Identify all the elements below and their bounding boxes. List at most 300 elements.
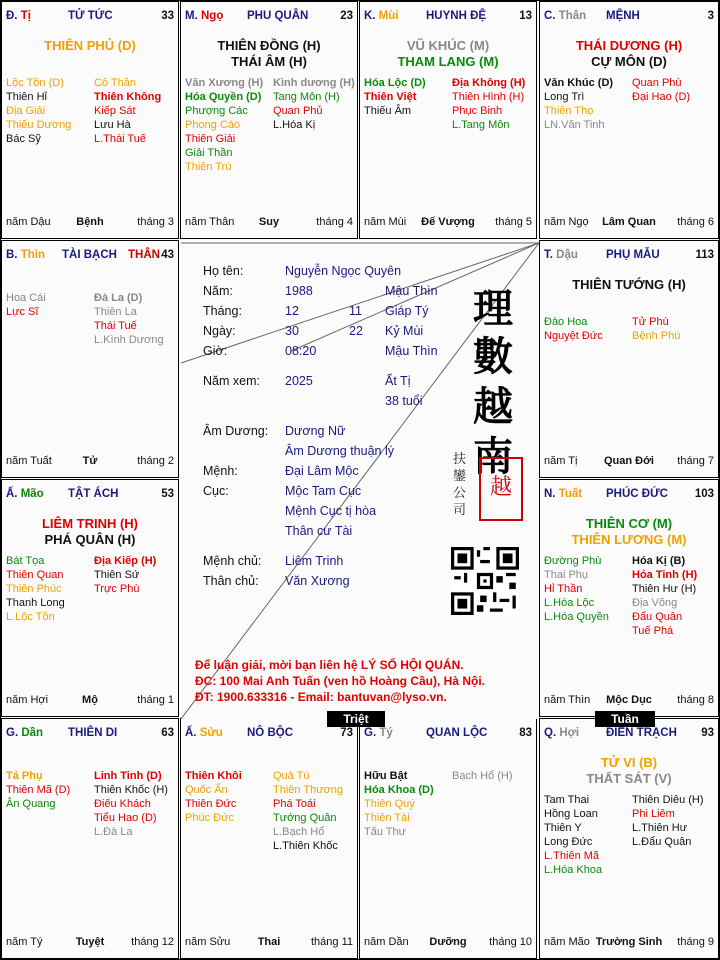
palace-month: tháng 3 bbox=[137, 216, 174, 228]
palace-name: TẬT ÁCH bbox=[68, 488, 119, 500]
minor-star: Hoa Cái bbox=[6, 292, 46, 304]
minor-star: Quốc Ấn bbox=[185, 784, 228, 796]
palace-header bbox=[6, 249, 174, 265]
nam-value: 1988 bbox=[285, 284, 313, 298]
main-star: CỰ MÔN (D) bbox=[591, 54, 667, 69]
palace-month: tháng 11 bbox=[310, 936, 353, 948]
palace-branch bbox=[6, 488, 44, 500]
ho-ten-value: Nguyễn Ngọc Quyên bbox=[285, 264, 402, 278]
minor-star: Văn Xương (H) bbox=[185, 77, 264, 89]
palace-year: năm Hợi bbox=[6, 694, 49, 706]
left-star-column bbox=[6, 291, 92, 319]
minor-star: Thiếu Âm bbox=[364, 105, 412, 117]
life-stage: Mộ bbox=[82, 694, 98, 706]
palace-year: năm Ngọ bbox=[544, 216, 589, 228]
palace-header bbox=[544, 10, 714, 26]
branch-name: Thìn bbox=[20, 249, 45, 261]
minor-star: L.Tang Môn bbox=[452, 119, 510, 131]
ngay-can-chi: Kỷ Mùi bbox=[385, 324, 424, 338]
calligraphy-char-2: 數 bbox=[473, 333, 513, 380]
branch-name: Hợi bbox=[559, 727, 580, 739]
minor-star: Nguyệt Đức bbox=[544, 330, 603, 342]
palace-header bbox=[544, 488, 714, 504]
calligraphy-char-3: 越 bbox=[473, 383, 513, 430]
tuoi-value: 38 tuổi bbox=[385, 394, 423, 408]
life-stage: Suy bbox=[258, 216, 280, 228]
life-stage: Quan Đới bbox=[604, 455, 654, 467]
palace-header bbox=[6, 10, 174, 26]
minor-star: Kiếp Sát bbox=[94, 105, 136, 117]
left-star-column bbox=[544, 315, 630, 343]
palace-branch bbox=[6, 249, 45, 261]
minor-star: Đà La (D) bbox=[94, 292, 143, 304]
minor-star: L.Hóa Quyền bbox=[544, 611, 609, 623]
minor-star: Tấu Thư bbox=[364, 826, 407, 838]
thang-value: 12 bbox=[285, 304, 299, 318]
minor-star: Địa Giải bbox=[6, 105, 46, 117]
contact-line-2: ĐC: 100 Mai Anh Tuấn (ven hồ Hoàng Cầu), Hà Nội. bbox=[195, 674, 486, 688]
info-block bbox=[203, 261, 463, 591]
palace-header bbox=[544, 249, 714, 265]
minor-star: Thiên Sứ bbox=[94, 569, 140, 581]
main-star: THIÊN ĐỒNG (H) bbox=[217, 38, 321, 53]
minor-star: Thiên La bbox=[94, 306, 137, 318]
right-star-column bbox=[94, 554, 179, 596]
am-duong-value: Dương Nữ bbox=[285, 424, 346, 438]
palace-header bbox=[6, 727, 174, 743]
main-star: THÁI ÂM (H) bbox=[231, 54, 307, 69]
gio-label: Giờ: bbox=[203, 344, 228, 358]
branch-stem: Ấ. bbox=[185, 727, 200, 739]
minor-star: Thiên Tài bbox=[364, 812, 410, 824]
branch-stem: Q. bbox=[544, 727, 560, 739]
palace-name: TÀI BẠCH bbox=[62, 249, 117, 261]
palace-branch bbox=[364, 10, 399, 22]
palace-number: 43 bbox=[161, 249, 174, 261]
minor-star: Ân Quang bbox=[6, 798, 56, 810]
palace-month: tháng 7 bbox=[677, 455, 714, 467]
cuc-note-2: Thân cư Tài bbox=[285, 524, 353, 538]
branch-name: Mùi bbox=[378, 10, 399, 22]
branch-name: Tị bbox=[20, 10, 31, 22]
branch-name: Dần bbox=[21, 727, 44, 739]
right-star-column bbox=[452, 76, 537, 132]
palace-year: năm Dần bbox=[364, 936, 409, 948]
menh-chu-value: Liêm Trinh bbox=[285, 554, 344, 568]
palace-footer bbox=[544, 455, 714, 469]
branch-stem: B. bbox=[6, 249, 21, 261]
palace-mao bbox=[1, 479, 179, 717]
palace-suu bbox=[180, 718, 358, 959]
nam-can-chi: Mậu Thìn bbox=[385, 284, 438, 298]
cuc-label: Cục: bbox=[203, 484, 229, 498]
minor-star: LN.Văn Tinh bbox=[544, 119, 605, 131]
palace-footer bbox=[6, 216, 174, 230]
main-stars bbox=[2, 516, 178, 548]
palace-thin bbox=[1, 240, 179, 478]
contact-line-3[interactable]: ĐT: 1900.633316 - Email: bantuvan@lyso.vn. bbox=[195, 690, 447, 704]
life-stage: Trường Sinh bbox=[595, 936, 663, 948]
right-star-column bbox=[632, 315, 718, 343]
main-star: THẤT SÁT (V) bbox=[586, 771, 672, 786]
main-stars bbox=[540, 277, 718, 293]
right-star-column bbox=[273, 769, 358, 853]
palace-header bbox=[364, 727, 532, 743]
palace-month: tháng 2 bbox=[137, 455, 174, 467]
thang-label: Tháng: bbox=[203, 304, 242, 318]
minor-star: L.Thiên Khốc bbox=[273, 840, 338, 852]
minor-star: Lực Sĩ bbox=[6, 306, 39, 318]
palace-dan bbox=[1, 718, 179, 959]
contact-line-1: Để luận giải, mời bạn liên hệ LÝ SỐ HỘI QUÁN. bbox=[195, 658, 464, 672]
palace-name: TỬ TỨC bbox=[68, 10, 113, 22]
branch-name: Sửu bbox=[199, 727, 223, 739]
minor-star: Cô Thần bbox=[94, 77, 136, 89]
life-stage: Đế Vượng bbox=[421, 216, 475, 228]
minor-star: Long Trì bbox=[544, 91, 585, 103]
minor-star: Đại Hao (D) bbox=[632, 91, 691, 103]
menh-label: Mệnh: bbox=[203, 464, 238, 478]
palace-branch bbox=[185, 727, 223, 739]
main-star: TỬ VI (B) bbox=[600, 755, 658, 770]
palace-number: 113 bbox=[695, 249, 714, 261]
branch-stem: N. bbox=[544, 488, 559, 500]
minor-star: Tang Môn (H) bbox=[273, 91, 340, 103]
minor-star: Thiên Khôi bbox=[185, 770, 242, 782]
main-star: THIÊN CƠ (M) bbox=[585, 516, 673, 531]
calligraphy-char-4: 南 bbox=[473, 433, 513, 480]
minor-star: Phúc Đức bbox=[185, 812, 234, 824]
palace-name: QUAN LỘC bbox=[426, 727, 488, 739]
minor-star: Hóa Khoa (D) bbox=[364, 784, 434, 796]
palace-year: năm Tị bbox=[544, 455, 578, 467]
palace-footer bbox=[544, 936, 714, 950]
stamp-char-3: 公 bbox=[453, 486, 467, 501]
minor-star: L.Lộc Tồn bbox=[6, 611, 55, 623]
triet-tag: Triệt bbox=[327, 711, 385, 727]
minor-star: Thai Phụ bbox=[544, 569, 589, 581]
branch-name: Thân bbox=[558, 10, 587, 22]
minor-star: Tuế Phá bbox=[632, 625, 674, 637]
minor-star: Thiên Việt bbox=[364, 91, 417, 103]
ngay-value: 30 bbox=[285, 324, 299, 338]
main-stars bbox=[2, 38, 178, 54]
palace-year: năm Mùi bbox=[364, 216, 407, 228]
minor-star: Thiếu Dương bbox=[6, 119, 72, 131]
minor-star: Hữu Bật bbox=[364, 770, 408, 782]
minor-star: Đẩu Quân bbox=[632, 611, 683, 623]
than-chu-label: Thân chủ: bbox=[203, 574, 259, 588]
palace-year: năm Dậu bbox=[6, 216, 51, 228]
minor-star: Giải Thần bbox=[185, 147, 233, 159]
palace-month: tháng 4 bbox=[316, 216, 353, 228]
minor-star: Hỏa Tinh (H) bbox=[632, 569, 698, 581]
palace-header bbox=[364, 10, 532, 26]
palace-header bbox=[185, 727, 353, 743]
life-stage: Lâm Quan bbox=[602, 216, 656, 228]
main-stars bbox=[360, 38, 536, 70]
palace-header bbox=[544, 727, 714, 743]
stamp-char-2: 鑾 bbox=[453, 469, 467, 484]
minor-star: Điếu Khách bbox=[94, 798, 151, 810]
palace-branch bbox=[6, 727, 43, 739]
nam-xem-label: Năm xem: bbox=[203, 374, 260, 388]
palace-month: tháng 5 bbox=[495, 216, 532, 228]
palace-name: THIÊN DI bbox=[68, 727, 118, 739]
palace-number: 103 bbox=[694, 488, 714, 500]
minor-star: Thiên Diêu (H) bbox=[632, 794, 704, 806]
minor-star: Văn Khúc (D) bbox=[544, 77, 614, 89]
contact-block bbox=[195, 657, 485, 705]
branch-stem: G. bbox=[6, 727, 22, 739]
minor-star: Thiên Hư (H) bbox=[632, 583, 697, 595]
main-stars bbox=[540, 38, 718, 70]
palace-month: tháng 9 bbox=[677, 936, 714, 948]
left-star-column bbox=[6, 554, 92, 624]
right-star-column bbox=[94, 76, 179, 146]
palace-ngo bbox=[180, 1, 358, 239]
branch-stem: C. bbox=[544, 10, 559, 22]
palace-name: MỆNH bbox=[606, 10, 640, 22]
palace-branch bbox=[544, 488, 582, 500]
main-star: THIÊN LƯƠNG (M) bbox=[571, 532, 687, 547]
branch-stem: T. bbox=[544, 249, 557, 261]
stamp-char-4: 司 bbox=[453, 503, 467, 518]
minor-star: Lưu Hà bbox=[94, 119, 131, 131]
palace-month: tháng 1 bbox=[137, 694, 174, 706]
palace-month: tháng 6 bbox=[677, 216, 714, 228]
cuc-note-1: Mệnh Cục tị hòa bbox=[285, 504, 377, 518]
thang-can-chi: Giáp Tý bbox=[385, 304, 429, 318]
minor-star: Bác Sỹ bbox=[6, 133, 41, 145]
palace-number: 83 bbox=[519, 727, 532, 739]
minor-star: Thiên Thọ bbox=[544, 105, 594, 117]
palace-number: 13 bbox=[519, 10, 532, 22]
nam-label: Năm: bbox=[203, 284, 233, 298]
stamp-char-1: 扶 bbox=[453, 452, 467, 467]
palace-month: tháng 10 bbox=[489, 936, 532, 948]
palace-branch bbox=[544, 249, 578, 261]
minor-star: Địa Võng bbox=[632, 597, 678, 609]
minor-star: Tướng Quân bbox=[273, 812, 337, 824]
minor-star: Linh Tinh (D) bbox=[94, 770, 162, 782]
minor-star: Địa Kiếp (H) bbox=[94, 555, 157, 567]
branch-name: Dậu bbox=[556, 249, 578, 261]
life-stage: Mộc Dục bbox=[606, 694, 652, 706]
tuan-tag: Tuần bbox=[595, 711, 655, 727]
left-star-column bbox=[185, 76, 271, 174]
palace-mui bbox=[359, 1, 537, 239]
palace-tuat bbox=[539, 479, 719, 717]
left-star-column bbox=[544, 76, 630, 132]
than-chu-value: Văn Xương bbox=[285, 574, 350, 588]
left-star-column bbox=[544, 554, 630, 624]
qr-code-icon[interactable] bbox=[451, 547, 519, 615]
right-star-column bbox=[632, 554, 718, 638]
main-star: LIÊM TRINH (H) bbox=[41, 516, 139, 531]
palace-month: tháng 12 bbox=[131, 936, 174, 948]
branch-name: Mão bbox=[20, 488, 44, 500]
left-star-column bbox=[6, 769, 92, 811]
palace-year: năm Thân bbox=[185, 216, 235, 228]
palace-year: năm Mão bbox=[544, 936, 590, 948]
minor-star: L.Thiên Mã bbox=[544, 850, 600, 862]
nam-xem-value: 2025 bbox=[285, 374, 313, 388]
palace-branch bbox=[6, 10, 31, 22]
main-stars bbox=[540, 516, 718, 548]
palace-year: năm Tý bbox=[6, 936, 43, 948]
palace-number: 93 bbox=[701, 727, 714, 739]
branch-name: Tý bbox=[379, 727, 393, 739]
menh-value: Đại Lâm Mộc bbox=[285, 464, 359, 478]
palace-footer bbox=[6, 936, 174, 950]
minor-star: Thiên Hình (H) bbox=[452, 91, 525, 103]
left-star-column bbox=[544, 793, 630, 877]
red-seal: 越 bbox=[479, 457, 523, 521]
minor-star: Tả Phụ bbox=[6, 770, 43, 782]
palace-header bbox=[6, 488, 174, 504]
right-star-column bbox=[94, 291, 179, 347]
minor-star: Địa Không (H) bbox=[452, 77, 526, 89]
left-star-column bbox=[364, 769, 450, 839]
main-star: THIÊN TƯỚNG (H) bbox=[572, 277, 686, 292]
minor-star: Bát Tọa bbox=[6, 555, 45, 567]
palace-footer bbox=[544, 216, 714, 230]
minor-star: Hồng Loan bbox=[544, 808, 598, 820]
minor-star: Đào Hoa bbox=[544, 316, 588, 328]
palace-name: NÔ BỘC bbox=[247, 727, 293, 739]
left-star-column bbox=[185, 769, 271, 825]
minor-star: Phong Cáo bbox=[185, 119, 241, 131]
minor-star: Phượng Các bbox=[185, 105, 248, 117]
minor-star: Long Đức bbox=[544, 836, 593, 848]
minor-star: Phi Liêm bbox=[632, 808, 675, 820]
minor-star: Kình dương (H) bbox=[273, 77, 355, 89]
main-star: THIÊN PHỦ (D) bbox=[44, 38, 136, 53]
branch-stem: G. bbox=[364, 727, 380, 739]
am-duong-note: Âm Dương thuận lý bbox=[285, 444, 394, 458]
palace-month: tháng 8 bbox=[677, 694, 714, 706]
left-star-column bbox=[364, 76, 450, 118]
right-star-column bbox=[273, 76, 358, 132]
minor-star: Bệnh Phù bbox=[632, 330, 681, 342]
minor-star: Phục Binh bbox=[452, 105, 503, 117]
am-duong-label: Âm Dương: bbox=[203, 424, 269, 438]
palace-footer bbox=[544, 694, 714, 708]
palace-ti bbox=[1, 1, 179, 239]
minor-star: Thanh Long bbox=[6, 597, 65, 609]
minor-star: Thiên Thương bbox=[273, 784, 344, 796]
calligraphy-char-1: 理 bbox=[473, 285, 513, 332]
minor-star: L.Thái Tuế bbox=[94, 133, 146, 145]
minor-star: Tam Thai bbox=[544, 794, 590, 806]
palace-number: 23 bbox=[340, 10, 353, 22]
minor-star: Hóa Lộc (D) bbox=[364, 77, 426, 89]
right-star-column bbox=[632, 76, 718, 104]
minor-star: L.Thiên Hư bbox=[632, 822, 688, 834]
palace-than bbox=[539, 1, 719, 239]
minor-star: Thiên Mã (D) bbox=[6, 784, 71, 796]
life-stage: Bệnh bbox=[76, 216, 104, 228]
branch-name: Ngọ bbox=[200, 10, 224, 22]
palace-footer bbox=[364, 216, 532, 230]
minor-star: Tử Phù bbox=[632, 316, 669, 328]
palace-branch bbox=[185, 10, 223, 22]
minor-star: Lộc Tồn (D) bbox=[6, 77, 64, 89]
ngay-label: Ngày: bbox=[203, 324, 236, 338]
gio-value: 08:20 bbox=[285, 344, 317, 358]
palace-footer bbox=[185, 936, 353, 950]
minor-star: Quan Phủ bbox=[273, 105, 323, 117]
minor-star: Đường Phù bbox=[544, 555, 602, 567]
branch-stem: Đ. bbox=[6, 10, 21, 22]
palace-number: 73 bbox=[340, 727, 353, 739]
minor-star: Thiên Giải bbox=[185, 133, 236, 145]
minor-star: Thái Tuế bbox=[94, 320, 137, 332]
life-stage: Thai bbox=[257, 936, 281, 948]
minor-star: Thiên Khốc (H) bbox=[94, 784, 168, 796]
minor-star: Thiên Đức bbox=[185, 798, 237, 810]
branch-stem: K. bbox=[364, 10, 379, 22]
minor-star: Thiên Y bbox=[544, 822, 582, 834]
cuc-value: Mộc Tam Cục bbox=[285, 484, 362, 498]
minor-star: Thiên Phúc bbox=[6, 583, 62, 595]
minor-star: Trực Phù bbox=[94, 583, 140, 595]
palace-number: 3 bbox=[707, 10, 714, 22]
than-marker: THÂN bbox=[128, 249, 160, 261]
life-stage: Tuyệt bbox=[75, 936, 105, 948]
minor-star: Phá Toái bbox=[273, 798, 316, 810]
minor-star: Thiên Trù bbox=[185, 161, 232, 173]
minor-star: Thiên Quý bbox=[364, 798, 415, 810]
gio-can-chi: Mậu Thìn bbox=[385, 344, 438, 358]
minor-star: L.Đẩu Quân bbox=[632, 836, 692, 848]
palace-number: 53 bbox=[161, 488, 174, 500]
minor-star: Quả Tú bbox=[273, 770, 310, 782]
palace-footer bbox=[6, 455, 174, 469]
palace-footer bbox=[6, 694, 174, 708]
palace-name: PHU QUÂN bbox=[247, 10, 309, 22]
main-star: PHÁ QUÂN (H) bbox=[44, 532, 136, 547]
palace-branch bbox=[544, 10, 586, 22]
main-star: VŨ KHÚC (M) bbox=[406, 38, 490, 53]
life-stage: Dưỡng bbox=[429, 936, 467, 948]
right-star-column bbox=[94, 769, 179, 839]
minor-star: L.Bạch Hổ bbox=[273, 826, 325, 838]
minor-star: Thiên Quan bbox=[6, 569, 64, 581]
minor-star: L.Kình Dương bbox=[94, 334, 164, 346]
minor-star: Hóa Kị (B) bbox=[632, 555, 686, 567]
ho-ten-label: Họ tên: bbox=[203, 264, 244, 278]
center-info-panel bbox=[181, 241, 539, 719]
main-stars bbox=[181, 38, 357, 70]
branch-stem: Ấ. bbox=[6, 488, 21, 500]
palace-name: PHỤ MẪU bbox=[606, 249, 660, 261]
palace-hoi bbox=[539, 718, 719, 959]
menh-chu-label: Mệnh chủ: bbox=[203, 554, 262, 568]
palace-year: năm Thìn bbox=[544, 694, 591, 706]
palace-year: năm Tuất bbox=[6, 455, 52, 467]
minor-star: Thiên Hỉ bbox=[6, 91, 47, 103]
minor-star: L.Đà La bbox=[94, 826, 133, 838]
branch-stem: M. bbox=[185, 10, 201, 22]
palace-header bbox=[185, 10, 353, 26]
palace-number: 63 bbox=[161, 727, 174, 739]
minor-star: Hóa Quyền (D) bbox=[185, 91, 262, 103]
thang-am-value: 11 bbox=[349, 304, 362, 318]
left-star-column bbox=[6, 76, 92, 146]
palace-number: 33 bbox=[161, 10, 174, 22]
